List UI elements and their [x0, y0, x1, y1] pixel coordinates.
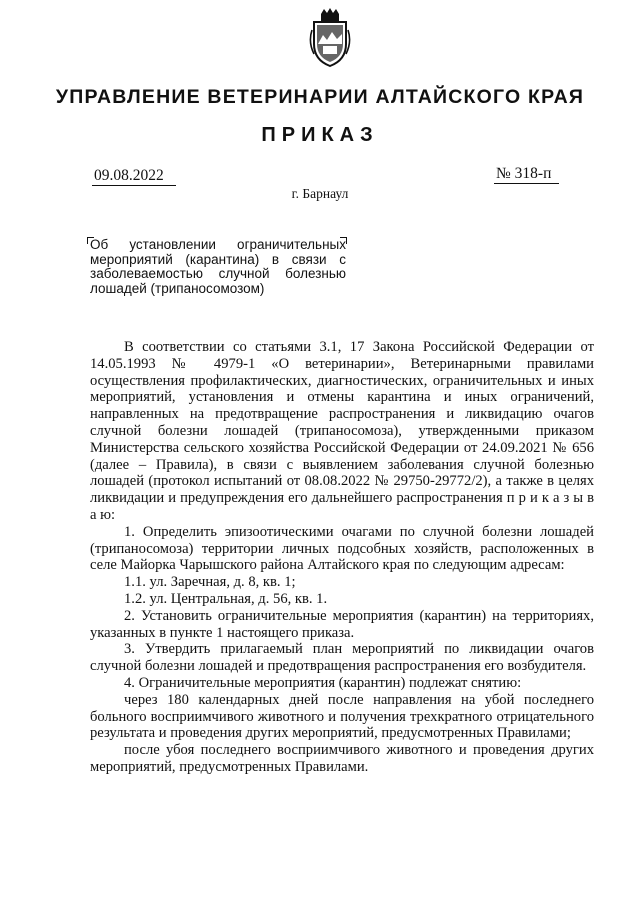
clause-4-condition-a: через 180 календарных дней после направления на убой последнего больного восприимчивого животного и получения трехкратного отрицательного результата и проведения других мероприятий, предусмотренных Правилами;	[90, 691, 594, 742]
issue-city: г. Барнаул	[291, 186, 349, 201]
clause-4: 4. Ограничительные мероприятия (карантин) подлежат снятию:	[124, 674, 522, 691]
clause-4-condition-b: после убоя последнего восприимчивого животного и проведения других мероприятий, предусмотренных Правилами.	[90, 742, 594, 775]
document-type-title: ПРИКАЗ	[261, 124, 379, 146]
clause-1: 1. Определить эпизоотическими очагами по случной болезни лошадей (трипаносомоза) территории личных подсобных хозяйств, расположенных в селе Майорка Чарышского района Алтайского края по следующим адресам:	[90, 523, 594, 574]
order-date: 09.08.2022	[92, 167, 176, 186]
altai-krai-coat-of-arms-icon	[308, 8, 352, 70]
clause-3: 3. Утвердить прилагаемый план мероприятий по ликвидации очагов случной болезни лошадей и предотвращения распространения его возбудителя.	[90, 641, 594, 675]
clause-1-2: 1.2. ул. Центральная, д. 56, кв. 1.	[124, 590, 328, 607]
clause-1-1: 1.1. ул. Заречная, д. 8, кв. 1;	[124, 574, 296, 591]
order-number: № 318-п	[494, 165, 559, 184]
organization-title: УПРАВЛЕНИЕ ВЕТЕРИНАРИИ АЛТАЙСКОГО КРАЯ	[55, 86, 585, 108]
order-subject: Об установлении ограничительных мероприятий (карантина) в связи с заболеваемостью случной болезнью лошадей (трипаносомозом)	[90, 237, 346, 296]
order-body	[90, 339, 594, 776]
clause-2: 2. Установить ограничительные мероприятия (карантин) на территориях, указанных в пункте 1 настоящего приказа.	[90, 607, 594, 641]
preamble-paragraph: В соответствии со статьями 3.1, 17 Закона Российской Федерации от 14.05.1993 № 4979-1 «О ветеринарии», Ветеринарными правилами осуществления профилактических, диагностических, ограничительных и иных мероприятий, установления и отмены карантина и иных ограничений, направленных на предотвращение распространения и ликвидацию очагов случной болезни лошадей (трипаносомоза), утвержденными приказом Министерства сельского хозяйства Российской Федерации от 24.09.2021 № 656 (далее – Правила), в связи с выявлением заболевания случной болезнью лошадей (протокол испытаний от 08.08.2022 № 29750-29772/2), а также в целях ликвидации и предупреждения его дальнейшего распространения п р и к а з ы в а ю:	[90, 339, 594, 523]
